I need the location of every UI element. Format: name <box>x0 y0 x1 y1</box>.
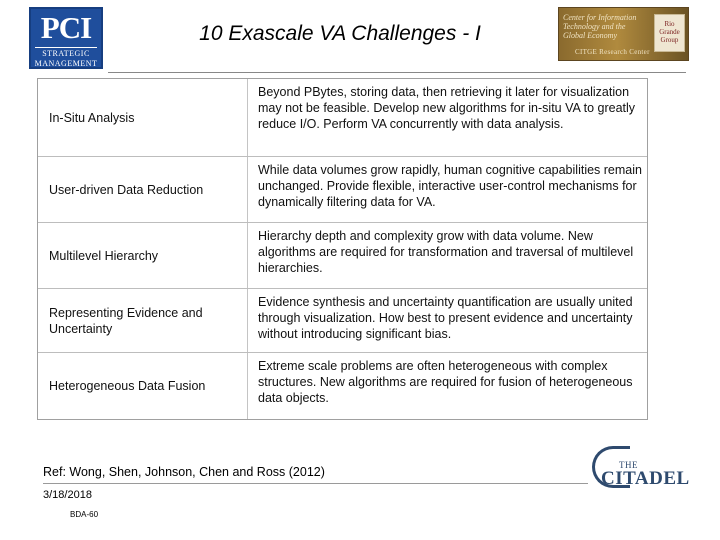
table-row <box>38 223 647 289</box>
research-center-badge <box>654 14 685 52</box>
challenge-description: Hierarchy depth and complexity grow with data volume. New algorithms are required for transformation and traversal of multilevel hierarchies. <box>247 223 647 288</box>
challenge-description: While data volumes grow rapidly, human cognitive capabilities remain unchanged. Provide flexible, interactive user-control mechanisms for dynamically filtering data for VA. <box>247 157 647 222</box>
research-center-logo <box>558 7 689 61</box>
challenges-table <box>37 78 648 420</box>
research-center-badge-text: Rio Grande Group <box>659 20 680 44</box>
footer-divider <box>43 483 588 484</box>
challenge-description: Beyond PBytes, storing data, then retrieving it later for visualization may not be feasible. Develop new algorithms for in-situ VA to greatly reduce I/O. Perform VA concurrently with data analysis. <box>247 79 647 156</box>
challenge-description: Evidence synthesis and uncertainty quantification are usually united through visualization. How best to present evidence and uncertainty without introducing significant bias. <box>247 289 647 352</box>
slide-date: 3/18/2018 <box>43 489 92 501</box>
challenge-description: Extreme scale problems are often heterogeneous with complex structures. New algorithms are required for fusion of heterogeneous data objects. <box>247 353 647 419</box>
slide-number: BDA-60 <box>70 510 99 519</box>
research-center-logo-line2: CITGE Research Center <box>575 48 650 56</box>
table-row <box>38 353 647 419</box>
challenge-topic: Representing Evidence and Uncertainty <box>49 305 203 336</box>
reference-citation: Ref: Wong, Shen, Johnson, Chen and Ross (2012) <box>43 465 325 479</box>
research-center-logo-line1: Center for Information Technology and the Global Economy <box>563 13 637 40</box>
challenge-topic: Multilevel Hierarchy <box>49 248 159 263</box>
citadel-logo <box>590 446 696 496</box>
challenge-topic: Heterogeneous Data Fusion <box>49 379 206 393</box>
pci-logo <box>29 7 103 69</box>
header-divider <box>108 72 686 73</box>
pci-logo-line2: MANAGEMENT <box>34 59 98 68</box>
citadel-logo-name: CITADEL <box>601 468 690 489</box>
pci-logo-word: PCI <box>40 10 92 45</box>
citadel-logo-the: THE <box>619 460 638 470</box>
table-row <box>38 157 647 223</box>
challenge-topic: In-Situ Analysis <box>49 110 135 125</box>
table-row <box>38 79 647 157</box>
slide-title: 10 Exascale VA Challenges - I <box>199 22 481 45</box>
table-row <box>38 289 647 353</box>
challenge-topic: User-driven Data Reduction <box>49 182 204 197</box>
pci-logo-line1: STRATEGIC <box>42 49 90 58</box>
pci-logo-divider <box>35 47 97 48</box>
